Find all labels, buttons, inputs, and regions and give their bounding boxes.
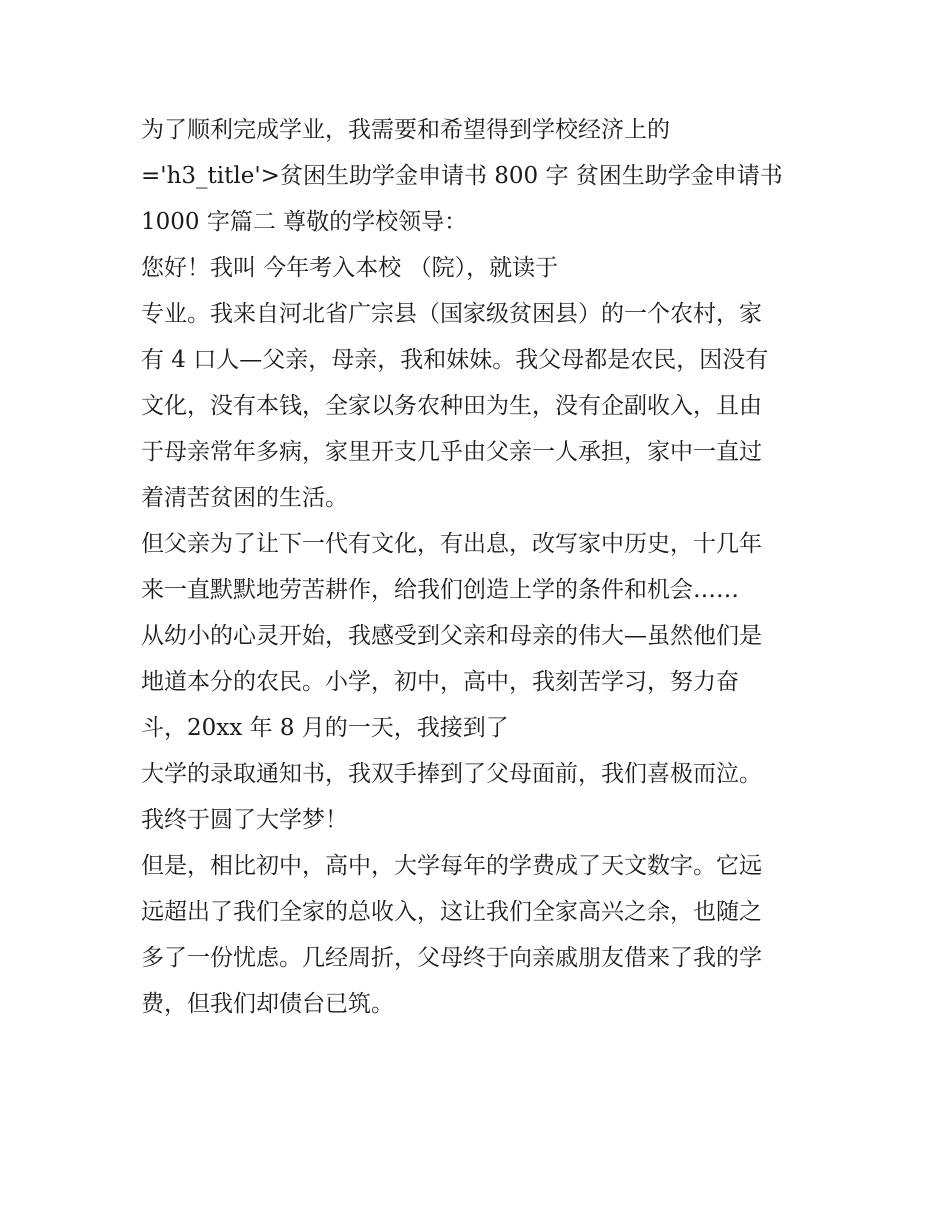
text-line: 专业。我来自河北省广宗县（国家级贫困县）的一个农村，家 xyxy=(141,301,762,327)
text-line: 但父亲为了让下一代有文化，有出息，改写家中历史，十几年 xyxy=(141,531,762,557)
text-line: 您好！我叫 今年考入本校 （院），就读于 xyxy=(141,255,559,281)
text-line: 大学的录取通知书，我双手捧到了父母面前，我们喜极而泣。 xyxy=(141,761,762,787)
text-line: 费，但我们却债台已筑。 xyxy=(141,991,394,1017)
text-line: 为了顺利完成学业，我需要和希望得到学校经济上的 xyxy=(141,117,670,143)
text-line: ='h3_title'>贫困生助学金申请书 800 字 贫困生助学金申请书 xyxy=(141,163,783,189)
text-line: 远超出了我们全家的总收入，这让我们全家高兴之余，也随之 xyxy=(141,899,762,925)
text-line: 着清苦贫困的生活。 xyxy=(141,485,348,511)
text-line: 来一直默默地劳苦耕作，给我们创造上学的条件和机会…… xyxy=(141,577,739,603)
text-line: 多了一份忧虑。几经周折，父母终于向亲戚朋友借来了我的学 xyxy=(141,945,762,971)
text-line: 文化，没有本钱，全家以务农种田为生，没有企副收入，且由 xyxy=(141,393,762,419)
text-line: 有 4 口人—父亲，母亲，我和妹妹。我父母都是农民，因没有 xyxy=(141,347,769,373)
text-line: 但是，相比初中，高中，大学每年的学费成了天文数字。它远 xyxy=(141,853,762,879)
text-line: 于母亲常年多病，家里开支几乎由父亲一人承担，家中一直过 xyxy=(141,439,762,465)
text-line: 地道本分的农民。小学，初中，高中，我刻苦学习，努力奋 xyxy=(141,669,739,695)
text-line: 我终于圆了大学梦！ xyxy=(141,807,348,833)
document-body xyxy=(141,107,821,1027)
text-line: 从幼小的心灵开始，我感受到父亲和母亲的伟大—虽然他们是 xyxy=(141,623,762,649)
text-line: 1000 字篇二 尊敬的学校领导： xyxy=(141,209,468,235)
text-line: 斗，20xx 年 8 月的一天，我接到了 xyxy=(141,715,509,741)
